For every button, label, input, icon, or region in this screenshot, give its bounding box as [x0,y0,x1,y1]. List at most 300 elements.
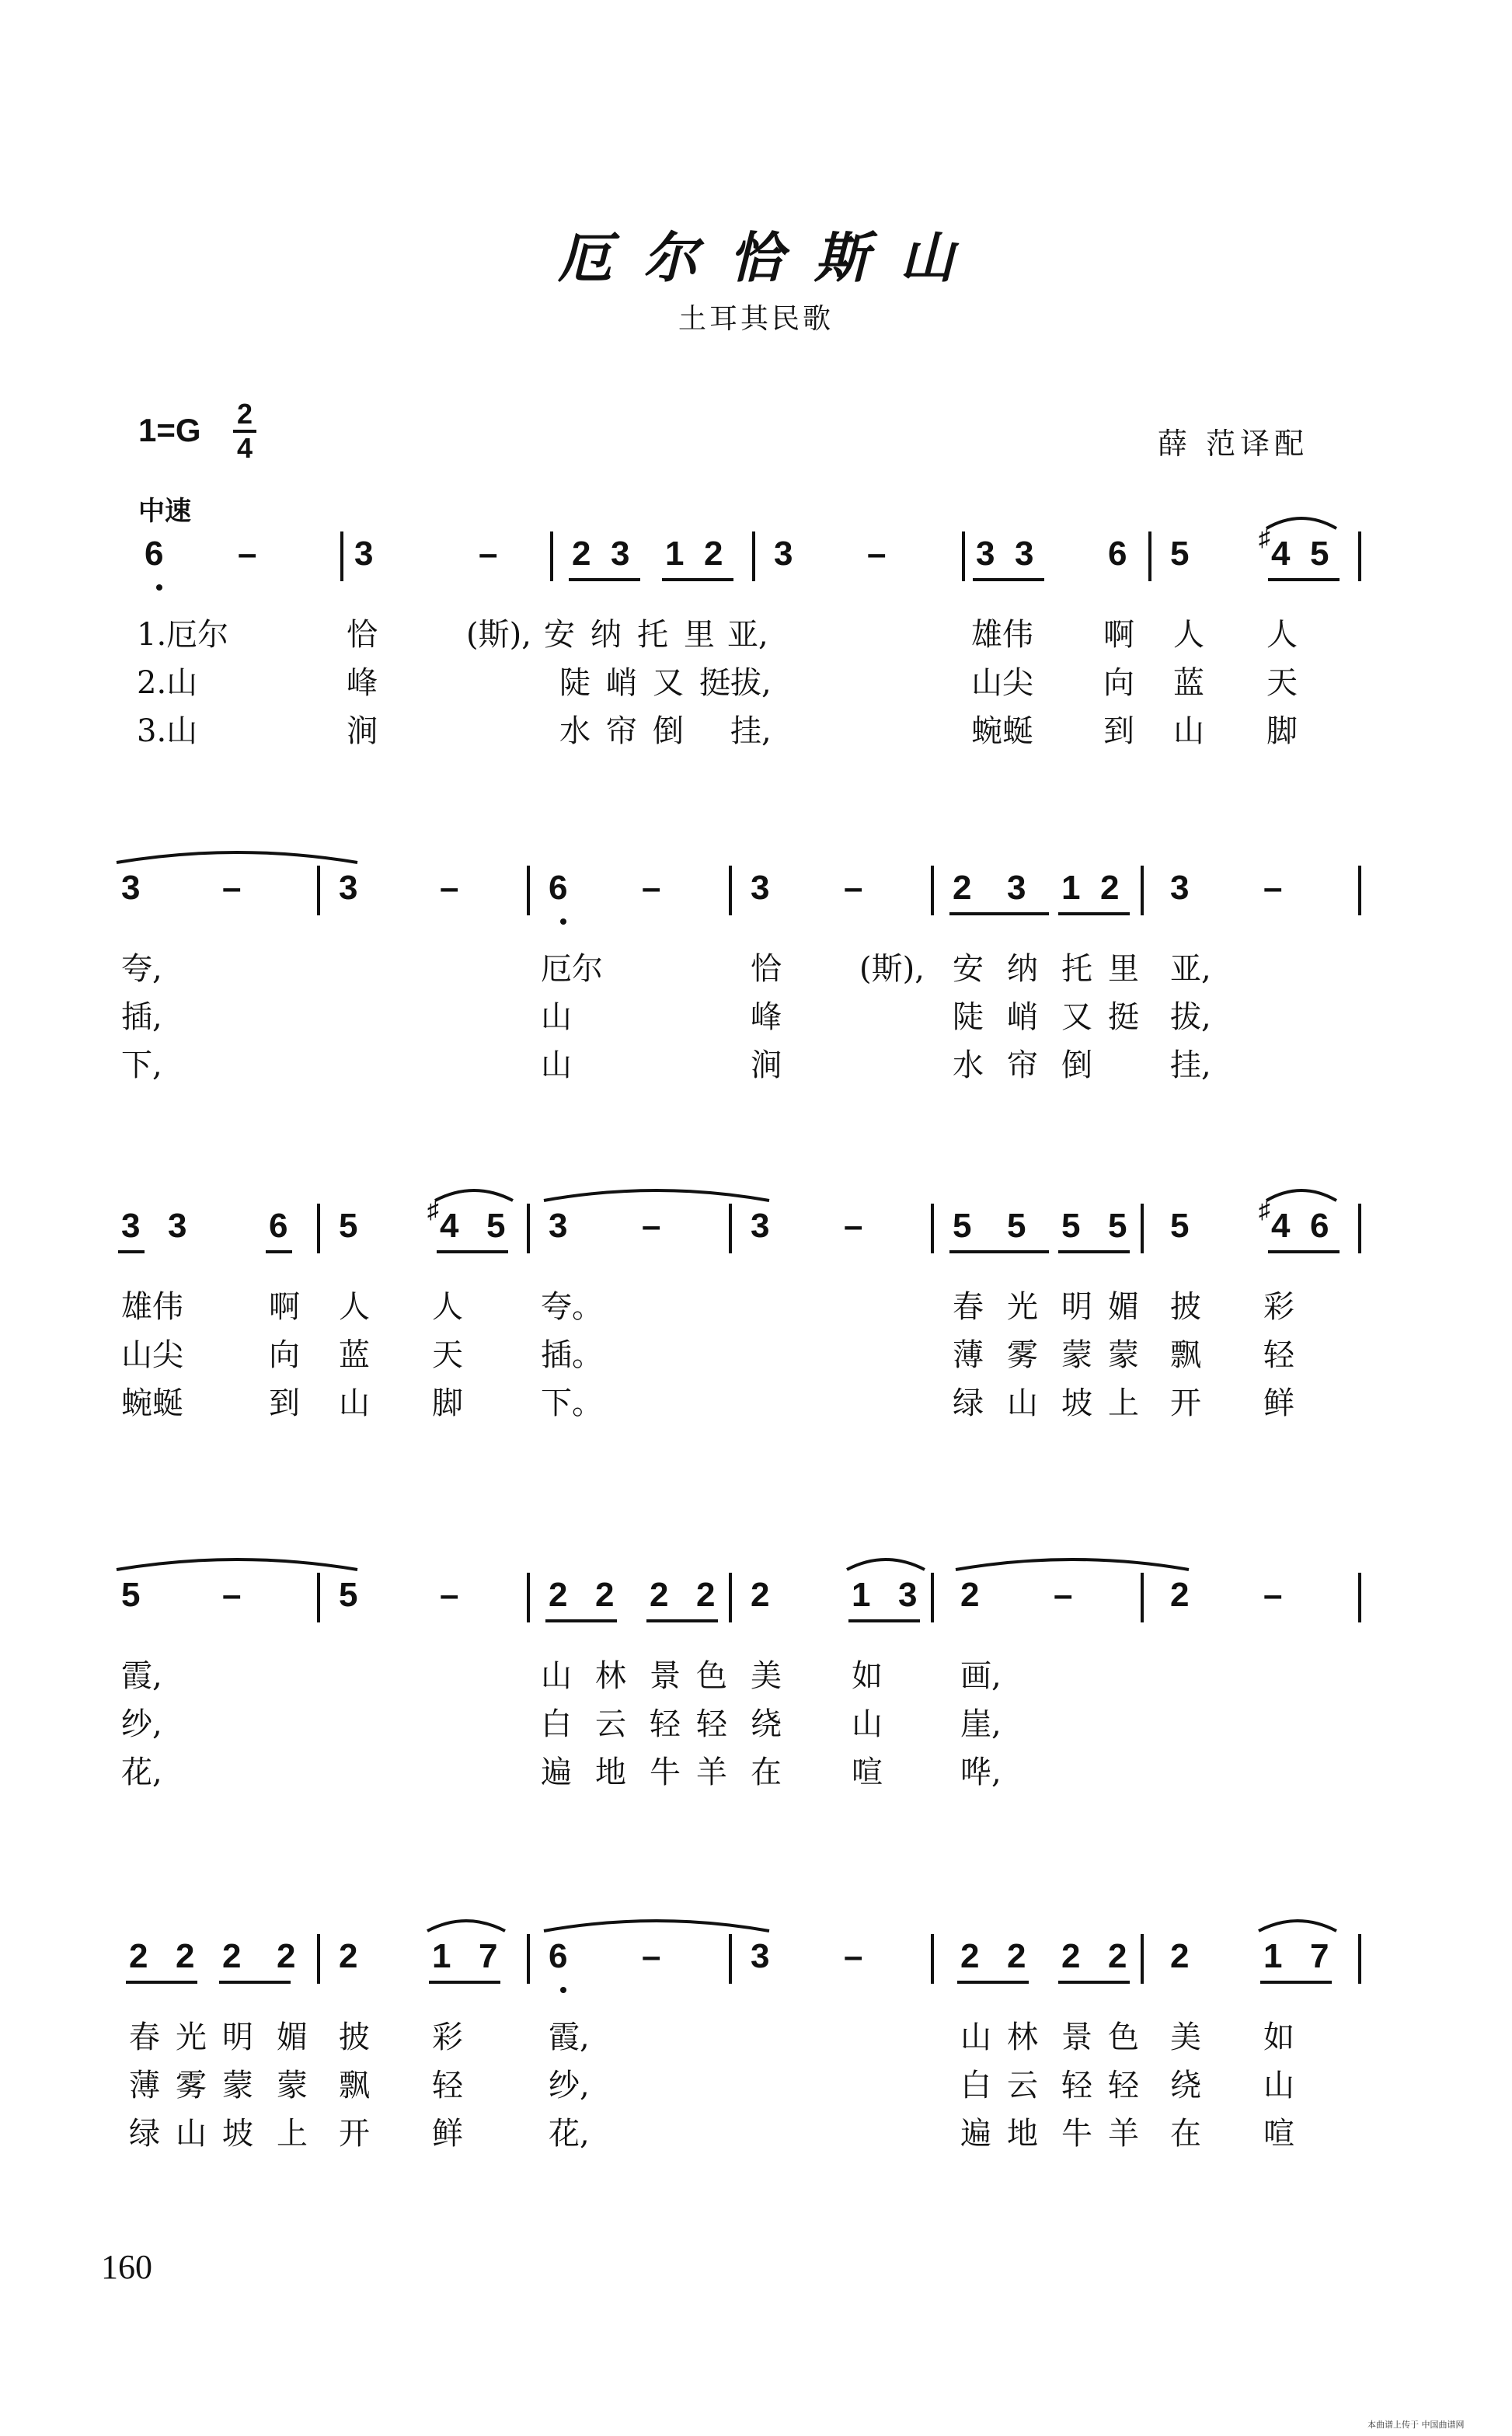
lyric-syllable: 喧 [852,1755,883,1790]
lyric-syllable: 山 [1007,1385,1038,1421]
lyric-syllable: 安 [544,617,575,653]
note: 2 [960,1576,980,1614]
note: 3 [751,1207,770,1245]
lyric-syllable: 牛 [650,1755,681,1790]
note: – [222,1576,242,1614]
lyric-syllable: 坡 [1061,1385,1092,1421]
beam-underline [266,1250,292,1253]
note: 6 [1108,535,1127,573]
note: 3 [121,869,141,907]
bar-line [527,1204,530,1253]
lyric-syllable: 山 [176,2116,207,2152]
bar-line [1358,866,1361,915]
note: 4 [440,1207,459,1245]
note: – [844,1937,863,1975]
note: – [844,869,863,907]
lyric-syllable: 山 [1173,713,1204,749]
bar-line [931,866,934,915]
lyric-syllable: 羊 [1108,2116,1139,2152]
lyric-syllable: 天 [432,1337,463,1373]
lyric-syllable: 帘 [606,713,637,749]
lyric-syllable: 亚, [1170,951,1211,987]
note: 2 [1100,869,1120,907]
lyric-syllable: 在 [1170,2116,1201,2152]
beam-underline [1260,1981,1332,1984]
bar-line [1141,1204,1144,1253]
bar-line [962,531,965,581]
lyric-syllable: 挺 [699,665,730,701]
song-subtitle: 土耳其民歌 [678,303,834,335]
lyric-syllable: 涧 [347,713,378,749]
note: 6 [269,1207,288,1245]
bar-line [1141,866,1144,915]
lyric-syllable: 景 [1061,2020,1092,2055]
lyric-syllable: 彩 [432,2020,463,2055]
note: – [238,535,257,573]
bar-line [931,1204,934,1253]
note: ♯ [427,1197,439,1223]
bar-line [931,1934,934,1984]
note: – [479,535,498,573]
lyric-syllable: 画, [960,1658,1002,1694]
bar-line [752,531,755,581]
note: 3 [976,535,995,573]
slur [956,1560,1189,1570]
note: ♯ [1259,1197,1270,1223]
note: 5 [1310,535,1329,573]
slur [427,1921,505,1931]
note: 2 [1170,1937,1190,1975]
beam-underline [957,1981,1029,1984]
slur [1259,1921,1336,1931]
beam-underline [1058,1250,1130,1253]
lyric-syllable: 插, [121,999,162,1035]
note: – [867,535,887,573]
slur [544,1190,769,1201]
beam-underline [429,1981,500,1984]
bar-line [317,866,320,915]
lyric-syllable: 林 [1007,2020,1038,2055]
lyric-syllable: 倒 [1061,1047,1092,1083]
lyric-syllable: 涧 [751,1047,782,1083]
note: 2 [339,1937,358,1975]
lyric-syllable: 崖, [960,1706,1002,1742]
lyric-syllable: 挂, [1170,1047,1211,1083]
bar-line [1148,531,1151,581]
lyric-syllable: 峰 [347,665,378,701]
note: 5 [339,1576,358,1614]
bar-line [550,531,553,581]
lyric-syllable: 下, [121,1047,162,1083]
lyric-syllable: 蒙 [277,2068,308,2103]
note: 6 [549,1937,568,1975]
lyric-syllable: 山 [541,1047,572,1083]
lyric-syllable: 雾 [176,2068,207,2103]
note: 2 [751,1576,770,1614]
lyric-syllable: 遍 [960,2116,991,2152]
lyric-syllable: 飘 [339,2068,370,2103]
lyric-syllable: 白 [541,1706,572,1742]
page-number: 160 [101,2248,152,2286]
beam-underline [949,1250,1049,1253]
note: 3 [168,1207,187,1245]
lyric-syllable: 山尖 [121,1337,183,1373]
lyric-syllable: 纳 [1007,951,1038,987]
lyric-syllable: 拔, [730,665,772,701]
lyric-syllable: 倒 [653,713,684,749]
lyric-syllable: 轻 [1263,1337,1294,1373]
lyric-syllable: 到 [269,1385,300,1421]
lyric-syllable: 水 [559,713,591,749]
lyric-syllable: 媚 [277,2020,308,2055]
lyric-syllable: 哗, [960,1755,1002,1790]
lyric-syllable: 拔, [1170,999,1211,1035]
lyric-syllable: 林 [595,1658,626,1694]
lyric-syllable: 绿 [129,2116,160,2152]
lyric-syllable: 啊 [1103,617,1134,653]
lyric-syllable: 挂, [730,713,772,749]
beam-underline [437,1250,508,1253]
lyric-syllable: 白 [960,2068,991,2103]
beam-underline [646,1619,718,1622]
lyric-syllable: (斯), [859,951,925,987]
note: 2 [953,869,972,907]
lyric-syllable: 山 [339,1385,370,1421]
octave-dot [560,918,566,925]
lyric-syllable: 下。 [541,1385,603,1421]
note: 5 [953,1207,972,1245]
lyric-syllable: 向 [269,1337,300,1373]
note: 3 [1170,869,1190,907]
note: 1 [852,1576,871,1614]
lyric-syllable: 地 [595,1755,626,1790]
note: – [222,869,242,907]
lyric-syllable: 托 [637,617,668,653]
note: 3 [121,1207,141,1245]
lyric-syllable: 如 [1263,2020,1294,2055]
lyric-syllable: 又 [653,665,684,701]
bar-line [1358,1934,1361,1984]
lyric-syllable: 夸。 [541,1289,603,1325]
note: 3 [751,1937,770,1975]
lyric-syllable: 轻 [696,1706,727,1742]
note: 7 [1310,1937,1329,1975]
lyric-syllable: 到 [1103,713,1134,749]
bar-line [729,1934,732,1984]
lyric-syllable: 色 [1108,2020,1139,2055]
note: 2 [176,1937,195,1975]
note: 5 [1170,535,1190,573]
beam-underline [1058,912,1130,915]
lyric-syllable: 峭 [606,665,637,701]
lyric-syllable: 绿 [953,1385,984,1421]
note: 1 [1263,1937,1283,1975]
note: 2 [277,1937,296,1975]
note: 2 [549,1576,568,1614]
note: – [440,869,459,907]
note: 3 [1015,535,1034,573]
note: – [642,1937,661,1975]
bar-line [1141,1934,1144,1984]
beam-underline [973,578,1044,581]
note: – [844,1207,863,1245]
bar-line [527,1934,530,1984]
note: 5 [1170,1207,1190,1245]
note: 3 [774,535,793,573]
note: 3 [1007,869,1026,907]
note: 3 [611,535,630,573]
note: 1 [665,535,685,573]
note: ♯ [1259,525,1270,551]
beam-underline [848,1619,920,1622]
lyric-syllable: 厄尔 [541,951,603,987]
lyric-syllable: 里 [1108,951,1139,987]
note: 2 [572,535,591,573]
lyric-syllable: 轻 [1061,2068,1092,2103]
slur [117,1560,357,1570]
note: 3 [339,869,358,907]
slur [1266,518,1336,528]
beam-underline [569,578,640,581]
slur [117,852,357,863]
bar-line [729,1204,732,1253]
lyric-syllable: 上 [277,2116,308,2152]
beam-underline [662,578,733,581]
lyric-syllable: 人 [1173,617,1204,653]
lyric-syllable: 陡 [559,665,591,701]
lyric-syllable: 光 [1007,1289,1038,1325]
note: 2 [1170,1576,1190,1614]
lyric-syllable: 绕 [1170,2068,1201,2103]
lyric-syllable: 明 [222,2020,253,2055]
bar-line [317,1934,320,1984]
octave-dot [560,1987,566,1993]
beam-underline [219,1981,291,1984]
note: – [642,869,661,907]
note: 1 [432,1937,451,1975]
note: 5 [1061,1207,1081,1245]
lyric-syllable: 轻 [432,2068,463,2103]
lyric-syllable: 山尖 [971,665,1033,701]
lyric-syllable: 纳 [591,617,622,653]
lyric-syllable: 蓝 [1173,665,1204,701]
beam-underline [1268,578,1340,581]
bar-line [527,866,530,915]
lyric-syllable: 天 [1266,665,1298,701]
note: 5 [339,1207,358,1245]
lyric-syllable: 脚 [1266,713,1298,749]
note: 5 [486,1207,506,1245]
lyric-syllable: 纱, [549,2068,590,2103]
note: 4 [1271,1207,1291,1245]
note: 2 [650,1576,669,1614]
lyric-syllable: 安 [953,951,984,987]
bar-line [931,1573,934,1622]
lyric-syllable: 峰 [751,999,782,1035]
lyric-syllable: (斯), [466,617,531,653]
slur [847,1560,925,1570]
lyric-syllable: 春 [953,1289,984,1325]
note: 5 [1108,1207,1127,1245]
lyric-syllable: 牛 [1061,2116,1092,2152]
note: 2 [222,1937,242,1975]
lyric-syllable: 人 [1266,617,1298,653]
lyric-syllable: 山 [960,2020,991,2055]
lyric-syllable: 人 [339,1289,370,1325]
note: – [1263,869,1283,907]
lyric-syllable: 峭 [1007,999,1038,1035]
octave-dot [156,584,162,591]
note: 3 [354,535,374,573]
lyric-syllable: 1.厄尔 [137,617,229,653]
note: – [1054,1576,1073,1614]
lyric-syllable: 明 [1061,1289,1092,1325]
lyric-syllable: 山 [541,999,572,1035]
lyric-syllable: 向 [1103,665,1134,701]
lyric-syllable: 又 [1061,999,1092,1035]
lyric-syllable: 薄 [129,2068,160,2103]
note: 2 [1108,1937,1127,1975]
lyric-syllable: 开 [339,2116,370,2152]
note: 6 [1310,1207,1329,1245]
lyric-syllable: 蓝 [339,1337,370,1373]
lyric-syllable: 开 [1170,1385,1201,1421]
bar-line [340,531,343,581]
note: 2 [1007,1937,1026,1975]
lyric-syllable: 水 [953,1047,984,1083]
lyric-syllable: 啊 [269,1289,300,1325]
note: – [642,1207,661,1245]
note: 6 [549,869,568,907]
lyric-syllable: 山 [852,1706,883,1742]
note: 2 [696,1576,716,1614]
lyric-syllable: 帘 [1007,1047,1038,1083]
beam-underline [949,912,1049,915]
lyric-syllable: 绕 [751,1706,782,1742]
lyric-syllable: 地 [1007,2116,1038,2152]
slur [544,1921,769,1931]
note: – [440,1576,459,1614]
lyric-syllable: 披 [339,2020,370,2055]
lyric-syllable: 插。 [541,1337,603,1373]
note: 2 [129,1937,148,1975]
lyric-syllable: 蒙 [222,2068,253,2103]
lyric-syllable: 3.山 [137,713,198,749]
note: 6 [145,535,164,573]
lyric-syllable: 蜿蜒 [121,1385,183,1421]
lyric-syllable: 彩 [1263,1289,1294,1325]
lyric-syllable: 雄伟 [121,1289,183,1325]
lyric-syllable: 托 [1061,951,1092,987]
lyric-syllable: 媚 [1108,1289,1139,1325]
bar-line [527,1573,530,1622]
song-title: 厄尔恰斯山 [558,226,985,290]
note: 2 [595,1576,615,1614]
note: 7 [479,1937,498,1975]
lyric-syllable: 喧 [1263,2116,1294,2152]
key-signature: 1=G [138,412,201,448]
meter-bottom: 4 [236,432,253,464]
lyric-syllable: 蒙 [1061,1337,1092,1373]
lyric-syllable: 飘 [1170,1337,1201,1373]
lyric-syllable: 薄 [953,1337,984,1373]
lyric-syllable: 美 [1170,2020,1201,2055]
bar-line [1358,1573,1361,1622]
beam-underline [545,1619,617,1622]
footer-watermark: 本曲谱上传于 中国曲谱网 [1367,2420,1465,2430]
lyric-syllable: 夸, [121,951,162,987]
lyric-syllable: 春 [129,2020,160,2055]
lyric-syllable: 光 [176,2020,207,2055]
lyric-syllable: 雾 [1007,1337,1038,1373]
bar-line [1358,1204,1361,1253]
note: 5 [1007,1207,1026,1245]
lyric-syllable: 美 [751,1658,782,1694]
slur [1266,1190,1336,1201]
bar-line [729,866,732,915]
lyric-syllable: 坡 [222,2116,253,2152]
meter-top: 2 [236,398,253,430]
lyric-syllable: 脚 [432,1385,463,1421]
bar-line [729,1573,732,1622]
lyric-syllable: 挺 [1108,999,1139,1035]
bar-line [1141,1573,1144,1622]
bar-line [1358,531,1361,581]
lyric-syllable: 鲜 [1263,1385,1294,1421]
lyric-syllable: 雄伟 [971,617,1033,653]
lyric-syllable: 亚, [727,617,768,653]
lyric-syllable: 轻 [1108,2068,1139,2103]
lyric-syllable: 云 [595,1706,626,1742]
lyric-syllable: 色 [696,1658,727,1694]
note: 2 [704,535,723,573]
lyric-syllable: 羊 [696,1755,727,1790]
lyric-syllable: 披 [1170,1289,1201,1325]
lyric-syllable: 蜿蜒 [971,713,1033,749]
lyric-syllable: 山 [541,1658,572,1694]
lyric-syllable: 花, [121,1755,162,1790]
lyric-syllable: 纱, [121,1706,162,1742]
lyric-syllable: 云 [1007,2068,1038,2103]
lyric-syllable: 里 [684,617,715,653]
lyric-syllable: 恰 [751,951,782,987]
lyric-syllable: 花, [549,2116,590,2152]
note: 3 [751,869,770,907]
lyric-syllable: 霞, [549,2020,590,2055]
lyric-syllable: 景 [650,1658,681,1694]
beam-underline [1268,1250,1340,1253]
lyric-syllable: 霞, [121,1658,162,1694]
bar-line [317,1204,320,1253]
lyric-syllable: 上 [1108,1385,1139,1421]
bar-line [317,1573,320,1622]
translator-credit: 薛 范译配 [1158,427,1309,461]
slur [435,1190,513,1201]
beam-underline [118,1250,145,1253]
note: 2 [1061,1937,1081,1975]
lyric-syllable: 人 [432,1289,463,1325]
lyric-syllable: 鲜 [432,2116,463,2152]
lyric-syllable: 陡 [953,999,984,1035]
lyric-syllable: 恰 [347,617,378,653]
note: 5 [121,1576,141,1614]
lyric-syllable: 轻 [650,1706,681,1742]
beam-underline [126,1981,197,1984]
lyric-syllable: 如 [852,1658,883,1694]
note: 3 [549,1207,568,1245]
beam-underline [1058,1981,1130,1984]
note: – [1263,1576,1283,1614]
